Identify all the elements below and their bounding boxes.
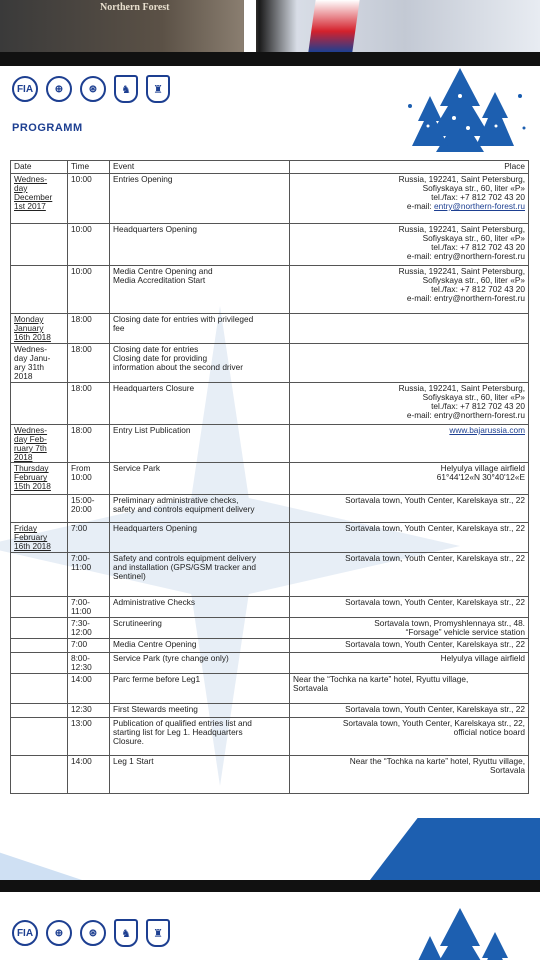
date-cell [11,266,68,314]
date-cell [11,495,68,523]
place-text: Russia, 192241, Saint Petersburg, Sofiyskaya str., 60, liter «P» tel./fax: +7 812 702 43 20 e-mail: entry@northern-forest.ru [398,266,525,303]
sortavala-coat-of-arms-icon: ♜ [146,919,170,947]
wheel-logo-icon: ⊛ [80,76,106,102]
time-cell: 7:00- 11:00 [68,597,110,618]
table-row [11,382,529,424]
place-text: Sortavala town, Youth Center, Karelskaya str., 22, official notice board [342,718,525,738]
date-cell [11,382,68,424]
place-text: Sortavala town, Youth Center, Karelskaya str., 22 [345,597,525,608]
event-cell: Service Park [110,463,290,495]
photo-caption: Northern Forest [100,2,170,13]
place-text: Sortavala town, Promyshlennaya str., 48. “Forsage” vehicle service station [374,618,525,638]
table-row [11,597,529,618]
place-cell [290,382,529,424]
place-text: Russia, 192241, Saint Petersburg, Sofiyskaya str., 60, liter «P» tel./fax: +7 812 702 43 20 e-mail: [398,174,525,211]
table-row [11,424,529,463]
place-cell [290,704,529,718]
place-cell [290,314,529,344]
table-row [11,463,529,495]
place-cell [290,266,529,314]
place-text: Russia, 192241, Saint Petersburg, Sofiyskaya str., 60, liter «P» tel./fax: +7 812 702 43 20 e-mail: entry@northern-forest.ru [398,224,525,261]
event-cell: Safety and controls equipment delivery and installation (GPS/GSM tracker and Sentinel) [110,553,290,597]
date-cell [11,224,68,266]
time-cell: 18:00 [68,424,110,463]
sortavala-coat-of-arms-icon: ♜ [146,75,170,103]
table-row [11,553,529,597]
place-cell [290,343,529,382]
event-cell: Publication of qualified entries list and starting list for Leg 1. Headquarters Closure. [110,718,290,756]
table-row [11,653,529,674]
wheel-logo-icon: ⊛ [80,920,106,946]
table-row [11,224,529,266]
time-cell: 7:00- 11:00 [68,553,110,597]
header-date: Date [11,161,68,174]
time-cell: 12:30 [68,704,110,718]
table-row [11,174,529,224]
event-cell: Media Centre Opening and Media Accreditation Start [110,266,290,314]
event-cell: Preliminary administrative checks, safety and controls equipment delivery [110,495,290,523]
table-row [11,266,529,314]
table-row [11,756,529,794]
time-cell: 10:00 [68,224,110,266]
table-row [11,523,529,553]
event-cell: Headquarters Opening [110,224,290,266]
event-cell: Closing date for entries with privileged fee [110,314,290,344]
place-text: Near the “Tochka na karte” hotel, Ryuttu village, Sortavala [293,674,469,694]
date-cell: Wednes- day December 1st 2017 [11,174,68,224]
snowy-trees-icon [400,66,530,154]
header-event: Event [110,161,290,174]
place-text: Russia, 192241, Saint Petersburg, Sofiyskaya str., 60, liter «P» tel./fax: +7 812 702 43 20 e-mail: entry@northern-forest.ru [398,382,525,420]
event-cell: Headquarters Closure [110,382,290,424]
table-row [11,704,529,718]
table-row [11,314,529,344]
time-cell: 14:00 [68,756,110,794]
place-cell [290,463,529,495]
event-cell: Leg 1 Start [110,756,290,794]
place-text: Near the “Tochka na karte” hotel, Ryuttu village, Sortavala [349,756,525,776]
place-cell [290,674,529,704]
time-cell: 18:00 [68,343,110,382]
karelia-coat-of-arms-icon: ♞ [114,75,138,103]
header-time: Time [68,161,110,174]
bottom-black-bar [0,880,540,892]
header-place: Place [290,161,529,174]
place-text: Helyulya village airfield 61°44'12«N 30°40'12«E [436,463,525,483]
top-black-bar [0,52,540,66]
next-page-logos [12,918,212,948]
date-cell [11,704,68,718]
header-logos [12,74,212,104]
place-cell [290,553,529,597]
place-text: Sortavala town, Youth Center, Karelskaya str., 22 [345,523,525,534]
flag-banner [308,0,359,52]
event-cell: Closing date for entries Closing date for providing information about the second driver [110,343,290,382]
table-row [11,618,529,639]
time-cell: 10:00 [68,174,110,224]
snowy-trees-icon [400,906,530,960]
email-or-web-link[interactable]: entry@northern-forest.ru [434,200,525,211]
table-row [11,718,529,756]
place-cell [290,618,529,639]
date-cell: Friday February 16th 2018 [11,523,68,553]
date-cell [11,718,68,756]
place-cell [290,174,529,224]
table-row [11,639,529,653]
federation-logo-icon: ⊕ [46,76,72,102]
time-cell: 15:00- 20:00 [68,495,110,523]
time-cell: 13:00 [68,718,110,756]
event-cell: Scrutineering [110,618,290,639]
event-cell: Entries Opening [110,174,290,224]
time-cell: 7:00 [68,523,110,553]
fia-logo-icon: FIA [12,920,38,946]
page-title: PROGRAMM [12,122,83,134]
time-cell: 18:00 [68,314,110,344]
time-cell: 10:00 [68,266,110,314]
table-header-row [11,161,529,174]
place-cell [290,495,529,523]
event-cell: Parc ferme before Leg1 [110,674,290,704]
place-cell [290,597,529,618]
fia-logo-icon: FIA [12,76,38,102]
table-row [11,495,529,523]
time-cell: 8:00- 12:30 [68,653,110,674]
photo-gap [244,0,256,52]
date-cell [11,639,68,653]
time-cell: 7:30- 12:00 [68,618,110,639]
date-cell [11,674,68,704]
event-cell: Administrative Checks [110,597,290,618]
date-cell: Wednes- day Janu- ary 31th 2018 [11,343,68,382]
top-photo-strip [0,0,540,52]
event-cell: Media Centre Opening [110,639,290,653]
date-cell [11,597,68,618]
next-page-peek [0,892,540,960]
time-cell: 7:00 [68,639,110,653]
date-cell [11,618,68,639]
table-row [11,343,529,382]
karelia-coat-of-arms-icon: ♞ [114,919,138,947]
date-cell: Thursday February 15th 2018 [11,463,68,495]
time-cell: 18:00 [68,382,110,424]
corner-decoration-right [370,818,540,880]
time-cell: 14:00 [68,674,110,704]
program-page [0,66,540,880]
place-cell [290,718,529,756]
event-cell: Entry List Publication [110,424,290,463]
place-text: Helyulya village airfield [440,653,525,664]
place-cell [290,224,529,266]
place-text: Sortavala town, Youth Center, Karelskaya str., 22 [345,704,525,715]
email-or-web-link[interactable]: www.bajarussia.com [449,424,525,435]
date-cell: Wednes- day Feb- ruary 7th 2018 [11,424,68,463]
place-text: Sortavala town, Youth Center, Karelskaya str., 22 [345,553,525,564]
place-text: Sortavala town, Youth Center, Karelskaya str., 22 [345,639,525,650]
place-cell [290,653,529,674]
event-cell: First Stewards meeting [110,704,290,718]
corner-decoration-left [0,846,100,880]
date-cell [11,756,68,794]
place-cell [290,424,529,463]
federation-logo-icon: ⊕ [46,920,72,946]
date-cell [11,653,68,674]
event-cell: Service Park (tyre change only) [110,653,290,674]
place-cell [290,639,529,653]
date-cell: Monday January 16th 2018 [11,314,68,344]
time-cell: From 10:00 [68,463,110,495]
date-cell [11,553,68,597]
place-cell [290,756,529,794]
place-text: Sortavala town, Youth Center, Karelskaya str., 22 [345,495,525,506]
programme-table [10,160,529,794]
place-cell [290,523,529,553]
table-row [11,674,529,704]
event-cell: Headquarters Opening [110,523,290,553]
